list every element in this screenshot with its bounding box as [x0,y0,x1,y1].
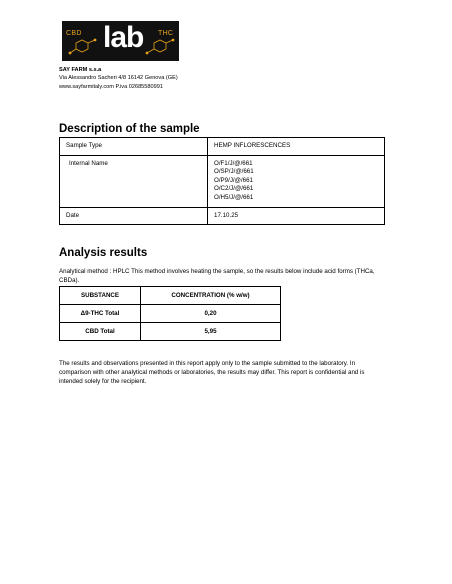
table-row [60,323,281,341]
company-info [59,66,178,91]
results-table [59,286,281,341]
internal-name-values [208,155,385,207]
table-row [60,155,385,207]
internal-name-label: Internal Name [60,155,208,207]
table-header-row [60,287,281,305]
concentration-header: CONCENTRATION (% w/w) [141,287,281,305]
logo-thc-label: THC [158,30,174,37]
substance-header: SUBSTANCE [60,287,141,305]
logo-cbd-label: CBD [66,30,82,37]
table-row [60,305,281,323]
date-label: Date [60,207,208,225]
sample-type-label: Sample Type [60,138,208,156]
internal-name-value: O/C2/J/@/661 [214,185,254,193]
internal-name-value: O/P9/J/@/661 [214,176,253,184]
description-table [59,137,385,225]
analysis-method: Analytical method : HPLC This method involves heating the sample, so the results below include acid forms (THCa, CBDa). [59,268,375,284]
table-row [60,138,385,156]
internal-name-value: O/F1/J/@/661 [214,159,253,167]
disclaimer-text: The results and observations presented in this report apply only to the sample submitted to the laboratory. In comparison with other analytical methods or laboratories, the results may differ. This report is confidential and is intended solely for the recipient. [59,360,365,386]
substance-name: Δ9-THC Total [60,305,141,323]
company-address: Via Alessandro Sacheri 4/8 16142 Genova (GE) [59,75,178,82]
company-name: SAY FARM s.s.a [59,67,102,73]
description-title: Description of the sample [59,123,200,135]
sample-type-value: HEMP INFLORESCENCES [208,138,385,156]
concentration-value: 5,95 [141,323,281,341]
date-value: 17.10.25 [208,207,385,225]
table-row [60,207,385,225]
logo-lab-label: lab [103,21,144,54]
analysis-title: Analysis results [59,247,148,259]
internal-name-value: O/SP/J/@/661 [214,168,254,176]
concentration-value: 0,20 [141,305,281,323]
internal-name-value: O/H5/J/@/661 [214,193,254,201]
substance-name: CBD Total [60,323,141,341]
lab-logo [62,21,179,61]
company-contact: www.sayfarmitaly.com P.iva 02685580991 [59,83,163,90]
